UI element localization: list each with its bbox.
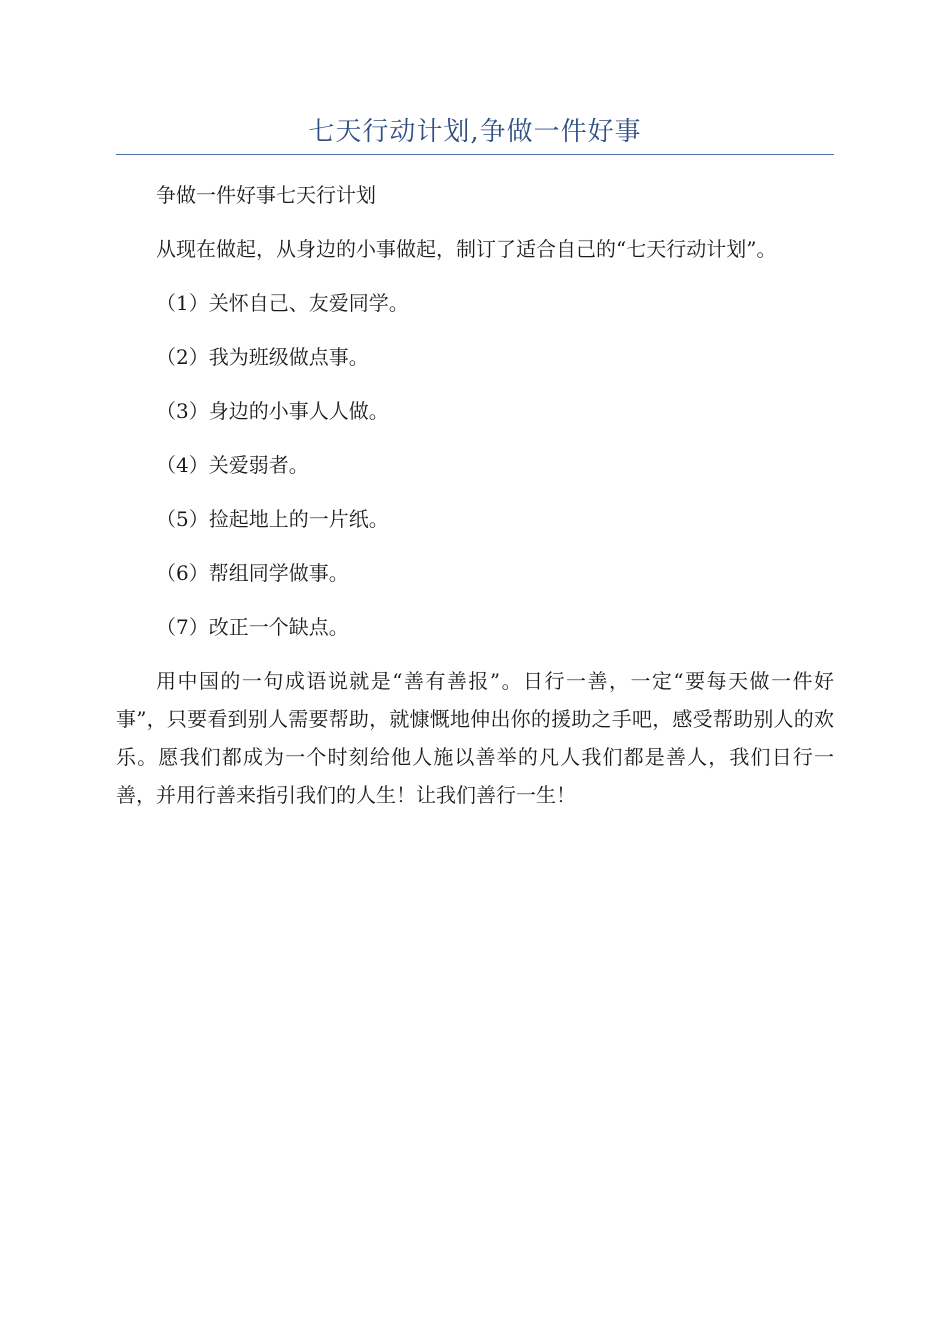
document-title: 七天行动计划,争做一件好事 — [308, 117, 642, 147]
conclusion-paragraph: 用中国的一句成语说就是“善有善报”。日行一善，一定“要每天做一件好事”，只要看到别人需要帮助，就慷慨地伸出你的援助之手吧，感受帮助别人的欢乐。愿我们都成为一个时刻给他人施以善举的凡人我们都是善人，我们日行一善，并用行善来指引我们的人生！让我们善行一生！ — [116, 669, 834, 807]
title-underline — [116, 154, 834, 155]
plan-item-5: （5）捡起地上的一片纸。 — [156, 507, 389, 531]
intro-paragraph: 从现在做起，从身边的小事做起，制订了适合自己的“七天行动计划”。 — [156, 237, 777, 261]
plan-item-3: （3）身边的小事人人做。 — [156, 399, 389, 423]
subtitle-paragraph: 争做一件好事七天行计划 — [156, 183, 376, 207]
document-body — [116, 176, 834, 830]
plan-item-6: （6）帮组同学做事。 — [156, 561, 349, 585]
plan-item-4: （4）关爱弱者。 — [156, 453, 309, 477]
plan-item-1: （1）关怀自己、友爱同学。 — [156, 291, 409, 315]
plan-item-7: （7）改正一个缺点。 — [156, 615, 349, 639]
plan-item-2: （2）我为班级做点事。 — [156, 345, 369, 369]
